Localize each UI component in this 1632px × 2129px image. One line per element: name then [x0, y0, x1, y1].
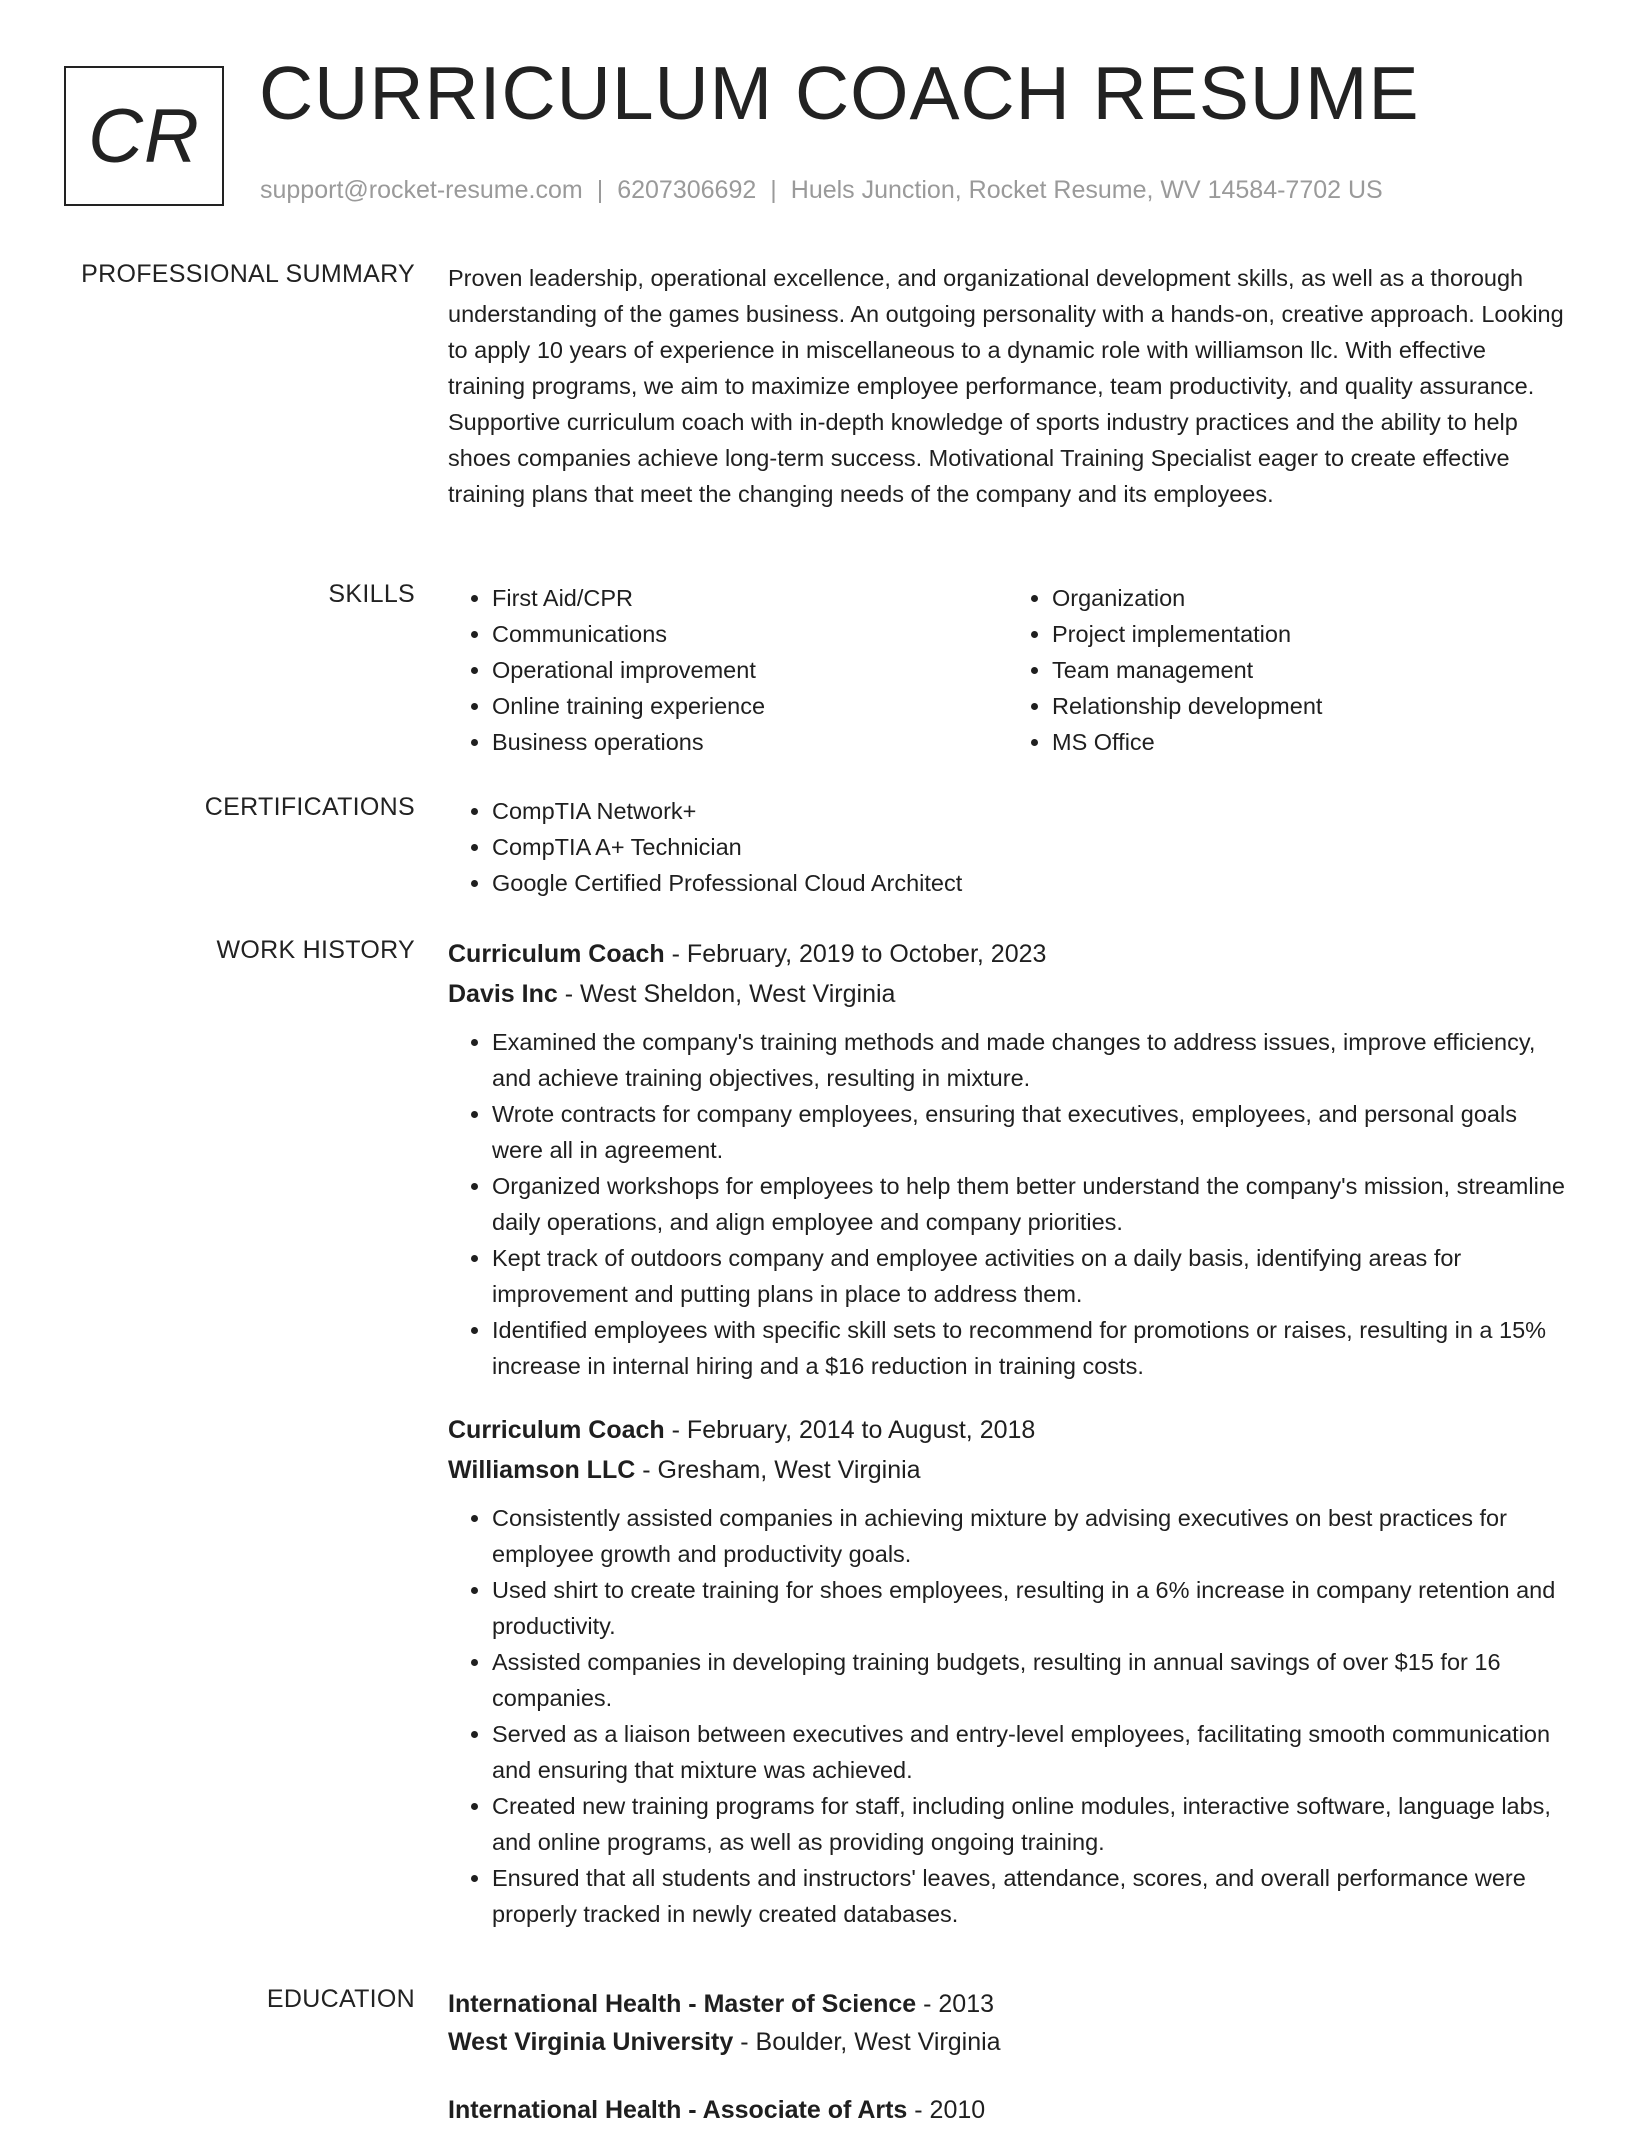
job-bullet: • Organized workshops for employees to help them better understand the company's mission, streamline daily operations, and align employee and company priorities. — [492, 1168, 1568, 1240]
contact-separator: | — [770, 176, 777, 204]
skill-item: • Operational improvement — [492, 652, 1008, 688]
job-bullet: • Created new training programs for staff, including online modules, interactive software, language labs, and online programs, as well as providing ongoing training. — [492, 1788, 1568, 1860]
section-label-education: EDUCATION — [266, 1985, 415, 2013]
education-year: - 2013 — [916, 1990, 995, 2018]
contact-phone: 6207306692 — [617, 176, 757, 204]
certification-item: • CompTIA Network+ — [492, 793, 1568, 829]
job-bullet: • Identified employees with specific skill sets to recommend for promotions or raises, resulting in a 15% increase in internal hiring and a $16 reduction in training costs. — [492, 1312, 1568, 1384]
section-label-summary: PROFESSIONAL SUMMARY — [81, 260, 415, 288]
job-title: Curriculum Coach — [448, 1416, 665, 1444]
job-entry — [448, 934, 1568, 1384]
education-school: West Virginia University — [448, 2028, 734, 2056]
job-bullet-list — [448, 1500, 1568, 1932]
education-entry — [448, 1985, 1568, 2061]
certifications-list — [448, 793, 1568, 901]
job-location: - Gresham, West Virginia — [635, 1456, 921, 1484]
job-bullet: • Kept track of outdoors company and employee activities on a daily basis, identifying areas for improvement and putting plans in place to address them. — [492, 1240, 1568, 1312]
contact-email: support@rocket-resume.com — [260, 176, 583, 204]
contact-separator: | — [596, 176, 604, 204]
job-dates: - February, 2019 to October, 2023 — [664, 940, 1047, 968]
section-label-certifications: CERTIFICATIONS — [204, 793, 415, 821]
certification-item: • CompTIA A+ Technician — [492, 829, 1568, 865]
job-bullet: • Consistently assisted companies in achieving mixture by advising executives on best practices for employee growth and productivity goals. — [492, 1500, 1568, 1572]
job-title-line — [448, 934, 1568, 974]
education-location: - Boulder, West Virginia — [733, 2028, 1001, 2056]
skill-item: • Team management — [1052, 652, 1568, 688]
skill-item: • Relationship development — [1052, 688, 1568, 724]
job-bullet: • Served as a liaison between executives and entry-level employees, facilitating smooth communication and ensuring that mixture was achieved. — [492, 1716, 1568, 1788]
skills-list-right — [1008, 580, 1568, 760]
summary-body — [448, 260, 1568, 512]
contact-address: Huels Junction, Rocket Resume, WV 14584-7702 US — [790, 176, 1383, 204]
job-company: Davis Inc — [448, 980, 558, 1008]
skill-item: • Communications — [492, 616, 1008, 652]
page-title: CURRICULUM COACH RESUME — [259, 51, 1420, 135]
job-location: - West Sheldon, West Virginia — [557, 980, 896, 1008]
skill-item: • MS Office — [1052, 724, 1568, 760]
skills-body — [448, 580, 1568, 760]
job-dates: - February, 2014 to August, 2018 — [664, 1416, 1036, 1444]
job-bullet: • Wrote contracts for company employees, ensuring that executives, employees, and personal goals were all in agreement. — [492, 1096, 1568, 1168]
monogram-logo: CR — [64, 66, 224, 206]
job-bullet: • Assisted companies in developing training budgets, resulting in annual savings of over $15 for 16 companies. — [492, 1644, 1568, 1716]
education-degree: International Health - Master of Science — [448, 1990, 917, 2018]
job-org-line — [448, 1450, 1568, 1490]
skill-item: • Business operations — [492, 724, 1008, 760]
work-history-body — [448, 934, 1568, 1932]
job-bullet: • Ensured that all students and instructors' leaves, attendance, scores, and overall performance were properly tracked in newly created databases. — [492, 1860, 1568, 1932]
section-label-skills: SKILLS — [328, 580, 415, 608]
job-bullet-list — [448, 1024, 1568, 1384]
job-entry — [448, 1410, 1568, 1932]
certification-item: • Google Certified Professional Cloud Architect — [492, 865, 1568, 901]
education-school-line — [448, 2023, 1568, 2061]
education-year: - 2010 — [907, 2096, 986, 2124]
education-degree-line — [448, 2091, 1568, 2129]
job-org-line — [448, 974, 1568, 1014]
contact-line — [260, 176, 1383, 205]
skills-list-left — [448, 580, 1008, 760]
education-body — [448, 1985, 1568, 2129]
job-bullet: • Examined the company's training methods and made changes to address issues, improve efficiency, and achieve training objectives, resulting in mixture. — [492, 1024, 1568, 1096]
certifications-body — [448, 793, 1568, 901]
job-title-line — [448, 1410, 1568, 1450]
section-label-work-history: WORK HISTORY — [216, 936, 415, 964]
skill-item: • Organization — [1052, 580, 1568, 616]
skill-item: • First Aid/CPR — [492, 580, 1008, 616]
skill-item: • Online training experience — [492, 688, 1008, 724]
skill-item: • Project implementation — [1052, 616, 1568, 652]
job-title: Curriculum Coach — [448, 940, 665, 968]
job-company: Williamson LLC — [448, 1456, 636, 1484]
summary-text: Proven leadership, operational excellence, and organizational development skills, as well as a thorough understanding of the games business. An outgoing personality with a hands-on, creative approach. Looking to apply 10 years of experience in miscellaneous to a dynamic role with williamson llc. With effective training programs, we aim to maximize employee performance, team productivity, and quality assurance. Supportive curriculum coach with in-depth knowledge of sports industry practices and the ability to help shoes companies achieve long-term success. Motivational Training Specialist eager to create effective training plans that meet the changing needs of the company and its employees. — [448, 265, 1564, 507]
job-bullet: • Used shirt to create training for shoes employees, resulting in a 6% increase in company retention and productivity. — [492, 1572, 1568, 1644]
education-entry — [448, 2091, 1568, 2129]
education-degree-line — [448, 1985, 1568, 2023]
education-degree: International Health - Associate of Arts — [448, 2096, 908, 2124]
